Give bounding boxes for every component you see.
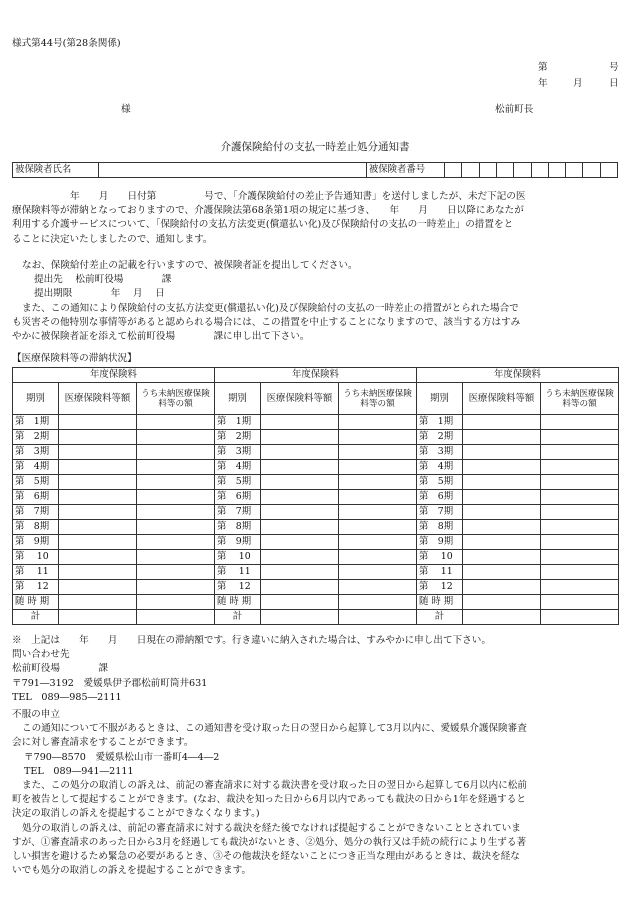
insured-number-cell: [462, 163, 479, 178]
arrears-note: ※ 上記は 年 月 日現在の滞納額です。行き違いに納入された場合は、すみやかに申し出て下さい。: [12, 635, 491, 646]
period-label: 随 時 期: [13, 595, 59, 610]
period-label: 第 7期: [13, 505, 59, 520]
amount-cell: [261, 580, 339, 595]
amount-cell: [463, 415, 541, 430]
text-line: 処分の取消しの訴えは、前記の審査請求に対する裁決を経た後でなければ提起することができないこととされていま: [22, 822, 521, 834]
table-row: [13, 595, 619, 610]
total-amount-cell: [261, 610, 339, 625]
insured-id-row: [12, 162, 618, 178]
period-label: 第 4期: [215, 460, 261, 475]
date-day: 日: [609, 78, 619, 89]
text-line: 町を被告として提起することができます。(なお、裁決を知った日から6月以内であっても裁決の日から1年を経過すると: [12, 794, 526, 806]
amount-cell: [261, 595, 339, 610]
unpaid-cell: [339, 430, 417, 445]
unpaid-cell: [137, 520, 215, 535]
date-month: 月: [573, 78, 583, 89]
col-amount: 医療保険料等額: [59, 383, 137, 415]
unpaid-cell: [541, 535, 619, 550]
amount-cell: [59, 535, 137, 550]
contact-address: 〒791―3192 愛媛県伊予郡松前町筒井631: [12, 677, 208, 689]
amount-cell: [261, 505, 339, 520]
unpaid-cell: [541, 550, 619, 565]
unpaid-cell: [541, 520, 619, 535]
period-label: 第 11: [13, 565, 59, 580]
submit-deadline: 提出期限 年 月 日: [34, 288, 165, 300]
table-row: [13, 505, 619, 520]
text-line: 利用する介護サービスについて、「保険給付の支払方法変更(償還払い化)及び保険給付の支払の一時差止」の措置をと: [12, 219, 514, 231]
table-row: [13, 580, 619, 595]
contact-tel: TEL 089―985―2111: [12, 691, 122, 703]
unpaid-cell: [541, 565, 619, 580]
total-row: [13, 610, 619, 625]
period-label: 第 8期: [417, 520, 463, 535]
period-label: 随 時 期: [215, 595, 261, 610]
total-label: 計: [13, 610, 59, 625]
period-label: 第 9期: [215, 535, 261, 550]
body-paragraph-1: [12, 190, 620, 247]
total-amount-cell: [463, 610, 541, 625]
insured-number-cell: [600, 163, 617, 178]
col-period: 期別: [215, 383, 261, 415]
amount-cell: [463, 505, 541, 520]
text-line: この通知について不服があるときは、この通知書を受け取った日の翌日から起算して3月以内に、愛媛県介護保険審査: [22, 723, 527, 735]
amount-cell: [59, 505, 137, 520]
amount-cell: [463, 550, 541, 565]
arrears-table: [12, 367, 619, 625]
unpaid-cell: [339, 445, 417, 460]
unpaid-cell: [541, 580, 619, 595]
col-period: 期別: [13, 383, 59, 415]
date-year: 年: [538, 78, 548, 89]
amount-cell: [261, 430, 339, 445]
period-label: 第 2期: [417, 430, 463, 445]
unpaid-cell: [339, 415, 417, 430]
text-line: いでも処分の取消しの訴えを提起することができます。: [12, 865, 252, 877]
unpaid-cell: [137, 415, 215, 430]
text-line: 療保険料等が滞納となっておりますので、介護保険法第68条第1項の規定に基づき、 年 月 日以降にあなたが: [12, 205, 524, 217]
unpaid-cell: [339, 565, 417, 580]
unpaid-cell: [541, 595, 619, 610]
period-label: 第 5期: [215, 475, 261, 490]
amount-cell: [261, 520, 339, 535]
unpaid-cell: [339, 535, 417, 550]
table-row: [13, 445, 619, 460]
insured-name-label: 被保険者氏名: [13, 163, 99, 178]
amount-cell: [463, 460, 541, 475]
unpaid-cell: [137, 565, 215, 580]
unpaid-cell: [541, 475, 619, 490]
period-label: 第 9期: [13, 535, 59, 550]
unpaid-cell: [541, 460, 619, 475]
body-paragraph-2: [12, 259, 620, 344]
period-label: 第 1期: [215, 415, 261, 430]
table-row: [13, 415, 619, 430]
amount-cell: [261, 565, 339, 580]
table-row: [13, 550, 619, 565]
insured-number-cell: [496, 163, 513, 178]
text-line: 決定の取消しの訴えを提起することができなくなります。): [12, 808, 260, 820]
total-label: 計: [417, 610, 463, 625]
unpaid-cell: [339, 475, 417, 490]
amount-cell: [261, 445, 339, 460]
amount-cell: [463, 445, 541, 460]
amount-cell: [59, 445, 137, 460]
year-header: 年度保険料: [215, 368, 417, 383]
amount-cell: [59, 460, 137, 475]
unpaid-cell: [137, 550, 215, 565]
amount-cell: [463, 520, 541, 535]
unpaid-cell: [137, 430, 215, 445]
total-amount-cell: [59, 610, 137, 625]
insured-number-cell: [548, 163, 565, 178]
unpaid-cell: [339, 505, 417, 520]
appeal-section: [12, 708, 620, 878]
text-line: なお、保険給付差止の記載を行いますので、被保険者証を提出してください。: [22, 260, 358, 271]
amount-cell: [59, 565, 137, 580]
period-label: 第 2期: [13, 430, 59, 445]
period-label: 第 11: [215, 565, 261, 580]
insured-number-cell: [445, 163, 462, 178]
unpaid-cell: [137, 595, 215, 610]
recipient-sama: 様: [121, 104, 131, 115]
unpaid-cell: [137, 490, 215, 505]
amount-cell: [59, 430, 137, 445]
insured-number-cell: [583, 163, 600, 178]
insured-number-cell: [531, 163, 548, 178]
table-row: [13, 565, 619, 580]
period-label: 随 時 期: [417, 595, 463, 610]
insured-number-label: 被保険者番号: [366, 163, 444, 178]
amount-cell: [261, 490, 339, 505]
insured-number-cell: [479, 163, 496, 178]
text-line: また、この通知により保険給付の支払方法変更(償還払い化)及び保険給付の支払の一時差止の措置がとられた場合で: [22, 302, 519, 314]
col-unpaid: うち未納医療保険料等の額: [541, 383, 619, 415]
doc-number-dai: 第: [538, 62, 548, 73]
unpaid-cell: [137, 475, 215, 490]
doc-number-go: 号: [609, 62, 619, 73]
unpaid-cell: [137, 445, 215, 460]
unpaid-cell: [339, 550, 417, 565]
unpaid-cell: [137, 505, 215, 520]
period-label: 第 7期: [215, 505, 261, 520]
period-label: 第 4期: [13, 460, 59, 475]
period-label: 第 3期: [215, 445, 261, 460]
unpaid-cell: [339, 490, 417, 505]
period-label: 第 4期: [417, 460, 463, 475]
year-header: 年度保険料: [13, 368, 215, 383]
table-section-title: 【医療保険料等の滞納状況】: [12, 353, 137, 364]
amount-cell: [59, 550, 137, 565]
period-label: 第 3期: [417, 445, 463, 460]
amount-cell: [463, 475, 541, 490]
period-label: 第 1期: [13, 415, 59, 430]
table-row: [13, 430, 619, 445]
period-label: 第 9期: [417, 535, 463, 550]
document-title: 介護保険給付の支払一時差止処分通知書: [220, 141, 410, 153]
unpaid-cell: [541, 445, 619, 460]
period-label: 第 2期: [215, 430, 261, 445]
amount-cell: [463, 535, 541, 550]
form-number: 様式第44号(第28条関係): [12, 38, 121, 49]
text-line: ることに決定いたしましたので、通知します。: [12, 233, 213, 245]
text-line: また、この処分の取消しの訴えは、前記の審査請求に対する裁決書を受け取った日の翌日から起算して6月以内に松前: [22, 780, 527, 792]
table-row: [13, 535, 619, 550]
amount-cell: [261, 550, 339, 565]
period-label: 第 1期: [417, 415, 463, 430]
period-label: 第 3期: [13, 445, 59, 460]
table-row: [13, 520, 619, 535]
table-row: [13, 460, 619, 475]
insured-number-cell: [566, 163, 583, 178]
unpaid-cell: [339, 580, 417, 595]
period-label: 第 6期: [215, 490, 261, 505]
submit-to: 提出先 松前町役場 課: [34, 274, 172, 286]
col-period: 期別: [417, 383, 463, 415]
col-amount: 医療保険料等額: [261, 383, 339, 415]
amount-cell: [463, 565, 541, 580]
total-label: 計: [215, 610, 261, 625]
amount-cell: [59, 520, 137, 535]
insured-number-cell: [514, 163, 531, 178]
total-unpaid-cell: [137, 610, 215, 625]
amount-cell: [59, 475, 137, 490]
contact-office: 松前町役場 課: [12, 663, 108, 675]
unpaid-cell: [541, 430, 619, 445]
period-label: 第 8期: [13, 520, 59, 535]
insured-name-field: [99, 163, 366, 178]
table-row: [13, 490, 619, 505]
amount-cell: [261, 460, 339, 475]
amount-cell: [59, 490, 137, 505]
period-label: 第 10: [13, 550, 59, 565]
period-label: 第 5期: [13, 475, 59, 490]
amount-cell: [261, 535, 339, 550]
text-line: も災害その他特別な事情等があると認められる場合には、この措置を中止することになりますので、該当する方はすみ: [12, 316, 521, 328]
unpaid-cell: [541, 490, 619, 505]
period-label: 第 12: [417, 580, 463, 595]
period-label: 第 10: [417, 550, 463, 565]
col-unpaid: うち未納医療保険料等の額: [137, 383, 215, 415]
amount-cell: [261, 415, 339, 430]
unpaid-cell: [137, 580, 215, 595]
appeal-address: 〒790―8570 愛媛県松山市一番町4―4―2: [24, 751, 220, 763]
unpaid-cell: [339, 595, 417, 610]
unpaid-cell: [339, 520, 417, 535]
amount-cell: [59, 595, 137, 610]
appeal-tel: TEL 089―941―2111: [24, 765, 134, 777]
period-label: 第 7期: [417, 505, 463, 520]
unpaid-cell: [137, 460, 215, 475]
period-label: 第 10: [215, 550, 261, 565]
period-label: 第 12: [215, 580, 261, 595]
table-row: [13, 475, 619, 490]
period-label: 第 11: [417, 565, 463, 580]
total-unpaid-cell: [339, 610, 417, 625]
note-and-contact: [12, 634, 620, 705]
appeal-heading: 不服の申立: [12, 709, 60, 720]
period-label: 第 6期: [13, 490, 59, 505]
amount-cell: [463, 490, 541, 505]
period-label: 第 6期: [417, 490, 463, 505]
period-label: 第 5期: [417, 475, 463, 490]
text-line: しい損害を避けるため緊急の必要があるとき、③その他裁決を経ないことにつき正当な理由があるときは、裁決を経な: [12, 851, 520, 863]
text-line: やかに被保険者証を添えて松前町役場 課に申し出て下さい。: [12, 331, 310, 343]
unpaid-cell: [541, 505, 619, 520]
sender: 松前町長: [495, 104, 534, 115]
col-amount: 医療保険料等額: [463, 383, 541, 415]
year-header: 年度保険料: [417, 368, 619, 383]
text-line: 会に対し審査請求をすることができます。: [12, 737, 194, 749]
text-line: すが、①審査請求のあった日から3月を経過しても裁決がないとき、②処分、処分の執行又は手続の続行により生ずる著: [12, 836, 527, 848]
amount-cell: [59, 415, 137, 430]
period-label: 第 8期: [215, 520, 261, 535]
total-unpaid-cell: [541, 610, 619, 625]
unpaid-cell: [137, 535, 215, 550]
unpaid-cell: [541, 415, 619, 430]
contact-label: 問い合わせ先: [12, 649, 70, 661]
col-unpaid: うち未納医療保険料等の額: [339, 383, 417, 415]
amount-cell: [463, 595, 541, 610]
amount-cell: [463, 430, 541, 445]
amount-cell: [59, 580, 137, 595]
unpaid-cell: [339, 460, 417, 475]
text-line: 年 月 日付第 号で、「介護保険給付の差止予告通知書」を送付しましたが、未だ下記の医: [70, 191, 526, 202]
period-label: 第 12: [13, 580, 59, 595]
amount-cell: [261, 475, 339, 490]
amount-cell: [463, 580, 541, 595]
